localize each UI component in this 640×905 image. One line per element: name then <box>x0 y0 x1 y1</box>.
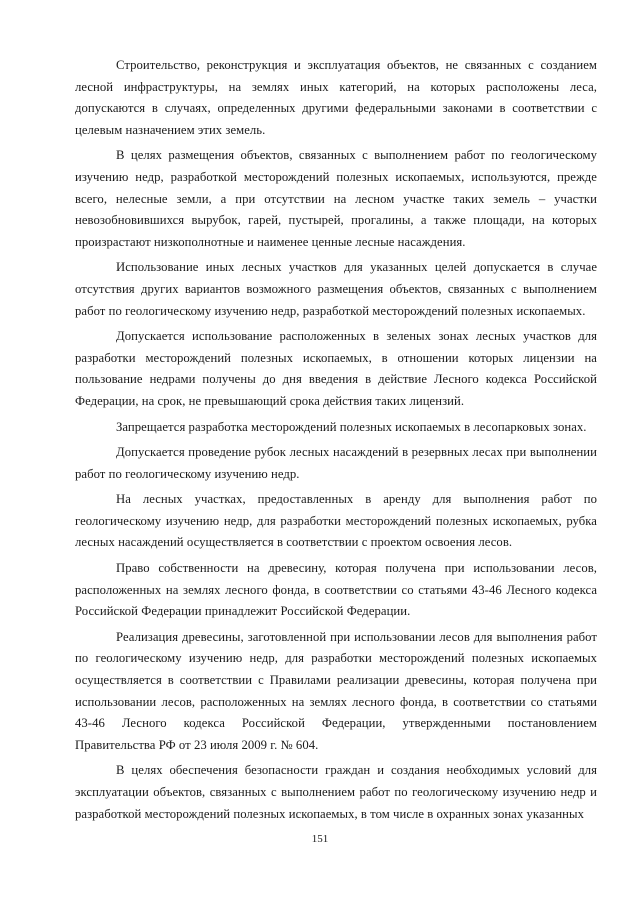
paragraph: В целях размещения объектов, связанных с выполнением работ по геологическому изучению недр, разработкой месторождений полезных ископаемых, используются, прежде всего, нелесные земли, а при отсутствии на лесном участке таких земель – участки невозобновившихся вырубок, гарей, пустырей, прогалины, а также площади, на которых произрастают низкополнотные и наименее ценные лесные насаждения. <box>75 148 597 249</box>
body-text <box>75 55 597 829</box>
page-number: 151 <box>311 833 329 845</box>
paragraph: Строительство, реконструкция и эксплуатация объектов, не связанных с созданием лесной инфраструктуры, на землях иных категорий, на которых расположены леса, допускаются в случаях, определенных другими федеральными законами в соответствии с целевым назначением этих земель. <box>75 58 597 137</box>
paragraph: На лесных участках, предоставленных в аренду для выполнения работ по геологическому изучению недр, для разработки месторождений полезных ископаемых, рубка лесных насаждений осуществляется в соответствии с проектом освоения лесов. <box>75 492 597 550</box>
paragraph: Допускается проведение рубок лесных насаждений в резервных лесах при выполнении работ по геологическому изучению недр. <box>75 445 597 481</box>
paragraph: Использование иных лесных участков для указанных целей допускается в случае отсутствия других вариантов возможного размещения объектов, связанных с выполнением работ по геологическому изучению недр, разработкой месторождений полезных ископаемых. <box>75 260 597 318</box>
paragraph: Запрещается разработка месторождений полезных ископаемых в лесопарковых зонах. <box>116 419 587 434</box>
paragraph: В целях обеспечения безопасности граждан и создания необходимых условий для эксплуатации объектов, связанных с выполнением работ по геологическому изучению недр и разработкой месторождений полезных ископаемых, в том числе в охранных зонах указанных <box>75 763 597 821</box>
paragraph: Право собственности на древесину, которая получена при использовании лесов, расположенных на землях лесного фонда, в соответствии со статьями 43-46 Лесного кодекса Российской Федерации принадлежит Российской Федерации. <box>75 561 597 619</box>
paragraph: Реализация древесины, заготовленной при использовании лесов для выполнения работ по геологическому изучению недр, для разработки месторождений полезных ископаемых осуществляется в соответствии с Правилами реализации древесины, которая получена при использовании лесов, расположенных на землях лесного фонда, в соответствии со статьями 43-46 Лесного кодекса Российской Федерации, утвержденными постановлением Правительства РФ от 23 июля 2009 г. № 604. <box>75 629 597 752</box>
paragraph: Допускается использование расположенных в зеленых зонах лесных участков для разработки месторождений полезных ископаемых, в отношении которых лицензии на пользование недрами получены до дня введения в действие Лесного кодекса Российской Федерации, на срок, не превышающий срока действия таких лицензий. <box>75 329 597 408</box>
